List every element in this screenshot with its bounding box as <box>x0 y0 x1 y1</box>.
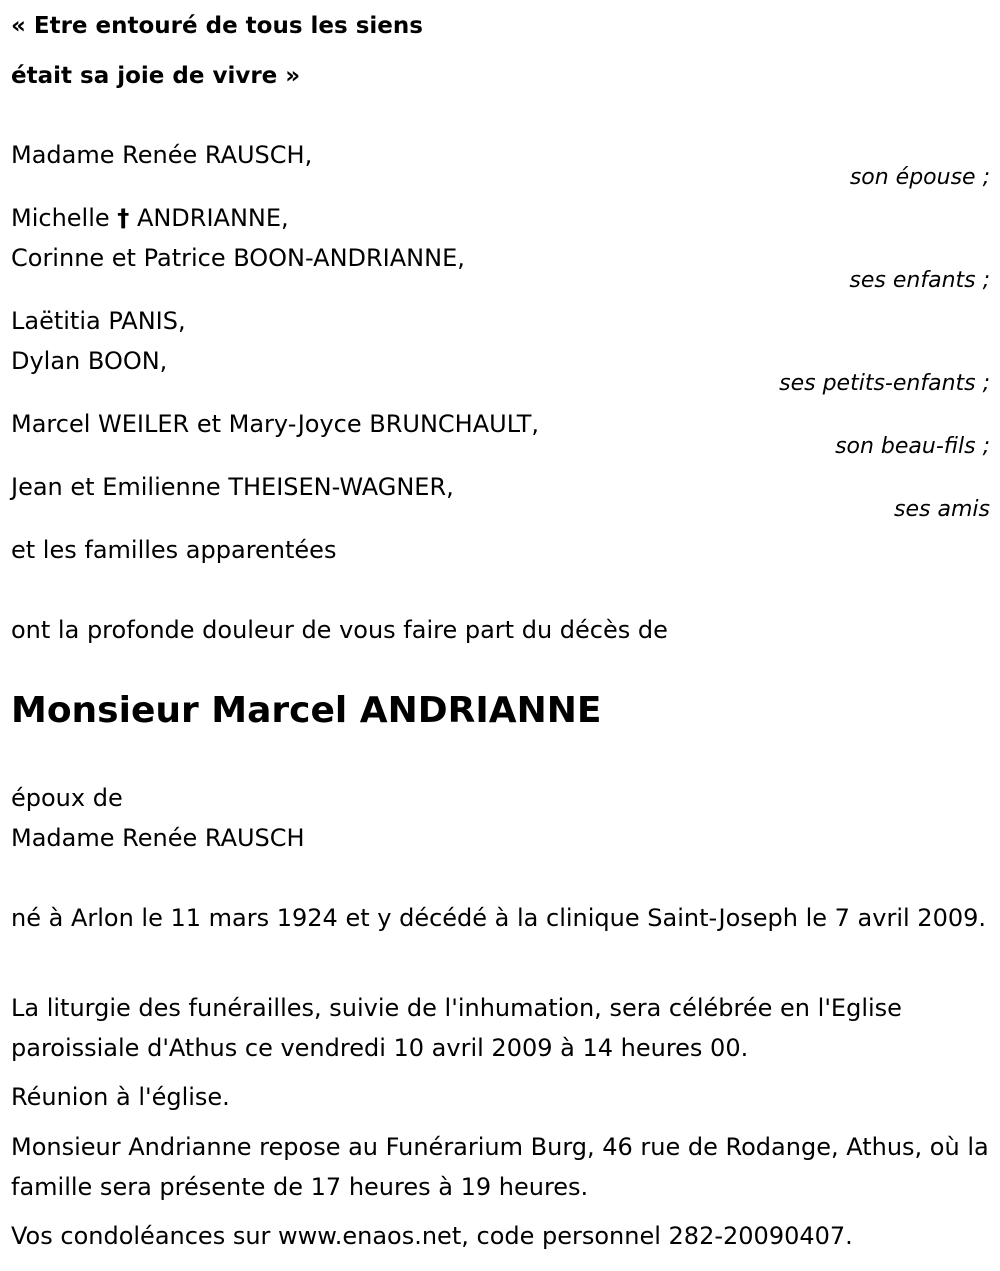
child-1 <box>11 198 289 238</box>
spouse-name: Madame Renée RAUSCH, <box>11 141 313 169</box>
deceased-name: Monsieur Marcel ANDRIANNE <box>11 690 602 731</box>
children-relation: ses enfants ; <box>849 268 990 293</box>
liturgy: La liturgie des funérailles, suivie de l'inhumation, sera célébrée en l'Eglise paroissiale d'Athus ce vendredi 10 avril 2009 à 14 heures 00. <box>11 994 902 1062</box>
child-2: Corinne et Patrice BOON-ANDRIANNE, <box>11 244 465 272</box>
quote-line-1: « Etre entouré de tous les siens <box>11 13 423 39</box>
meeting: Réunion à l'église. <box>11 1083 230 1111</box>
friends: Jean et Emilienne THEISEN-WAGNER, <box>11 473 454 501</box>
related-families: et les familles apparentées <box>11 536 337 564</box>
grandchild-2: Dylan BOON, <box>11 347 168 375</box>
birth-death: né à Arlon le 11 mars 1924 et y décédé à la clinique Saint-Joseph le 7 avril 2009. <box>11 904 986 932</box>
funeral-home: Monsieur Andrianne repose au Funérarium Burg, 46 rue de Rodange, Athus, où la famille sera présente de 17 heures à 19 heures. <box>11 1133 989 1201</box>
friends-relation: ses amis <box>894 497 990 522</box>
husband-of-name: Madame Renée RAUSCH <box>11 824 305 852</box>
child-1-first-name: Michelle <box>11 204 110 232</box>
cross-icon: † <box>117 204 130 232</box>
son-in-law-relation: son beau-fils ; <box>835 434 990 459</box>
quote-line-2: était sa joie de vivre » <box>11 63 301 89</box>
announcement: ont la profonde douleur de vous faire part du décès de <box>11 616 668 644</box>
grandchild-1: Laëtitia PANIS, <box>11 307 186 335</box>
son-in-law: Marcel WEILER et Mary-Joyce BRUNCHAULT, <box>11 410 540 438</box>
child-1-last-name: ANDRIANNE, <box>136 204 289 232</box>
condolences: Vos condoléances sur www.enaos.net, code personnel 282-20090407. <box>11 1222 853 1250</box>
husband-of-label: époux de <box>11 784 123 812</box>
spouse-relation: son épouse ; <box>849 165 990 190</box>
grandchildren-relation: ses petits-enfants ; <box>779 371 990 396</box>
